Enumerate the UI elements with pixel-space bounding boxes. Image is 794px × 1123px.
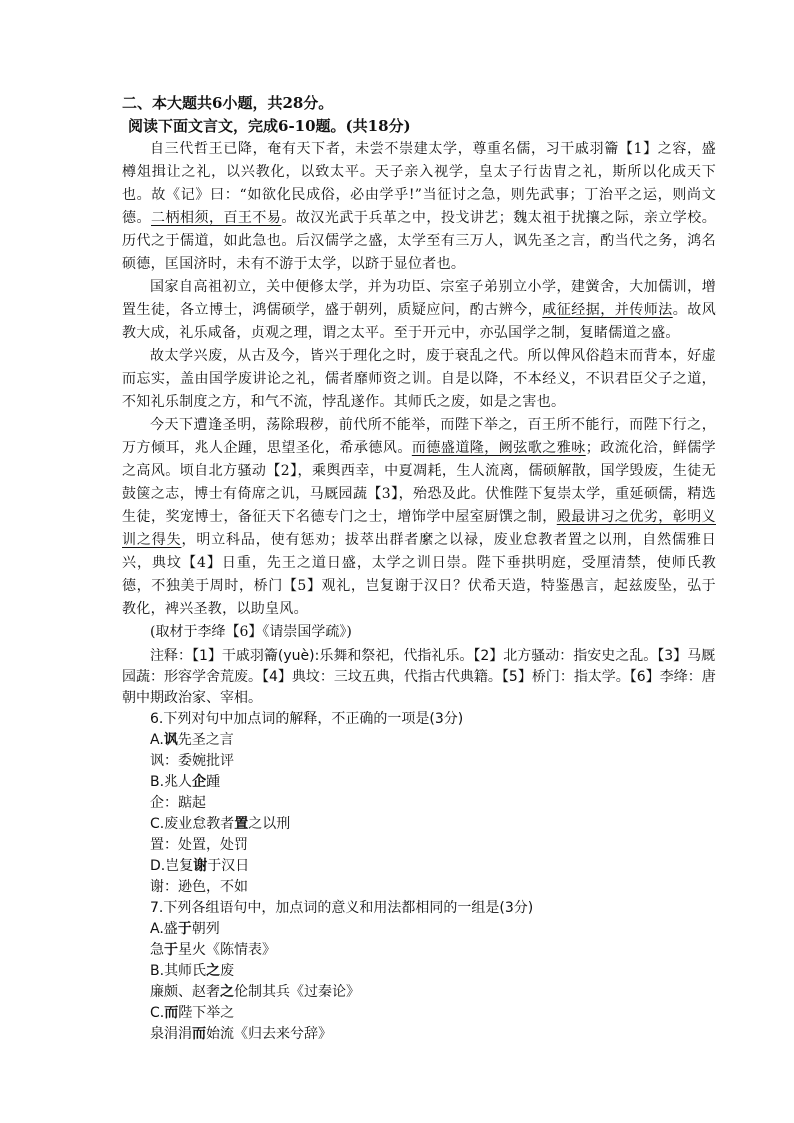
option-text: 其师氏 (164, 963, 207, 979)
option-text: 始流《归去来兮辞》 (206, 1026, 332, 1042)
option-text: 泉涓涓 (150, 1026, 192, 1042)
option-label: A. (150, 732, 164, 748)
option-label: C. (150, 816, 165, 832)
option-text: 朝列 (191, 921, 220, 937)
option-label: C. (150, 1005, 165, 1021)
option-text: 陛下举之 (178, 1005, 235, 1021)
question-6-option-c (122, 814, 716, 835)
passage-text: 今天下遭逢圣明，荡除瑕秽，前代所不能举，而陛下举之，百王所不能行，而陛下行之，万方倾耳，兆人企踵，思望圣化，希承德风。 (122, 417, 716, 456)
question-6-option-a (122, 730, 716, 751)
question-6-option-d (122, 856, 716, 877)
passage-text: 故太学兴废，从古及今，皆兴于理化之时，废于衰乱之代。所以俾风俗趋末而背本，好虚而忘实，盖由国学废讲论之礼，儒者靡师资之训。自是以降，不本经义，不识君臣父子之道，不知礼乐制度之方，和气不流，悖乱遂作。其师氏之废，如是之害也。 (122, 348, 716, 410)
passage-text: 。故汉光武于兵革之中，投戈讲艺；魏太祖于扰攘之际，亲立学校。历代之于儒道，如此急也。后汉儒学之盛，太学至有三万人，讽先圣之言，酌当代之务，鸿名硕德，匡国济时，未有不游于太学，以跻于显位者也。 (122, 210, 716, 272)
underlined-sentence: 殿最讲习之优劣，彰明义训之得失 (122, 509, 716, 548)
section-title: 二、本大题共6小题，共28分。 (122, 94, 334, 112)
dotted-word: 讽 (163, 732, 178, 748)
question-7-option-b-line-1 (122, 961, 716, 982)
option-label: D. (150, 858, 166, 874)
option-label: A. (150, 921, 164, 937)
option-text: 急 (150, 942, 164, 958)
option-label: B. (150, 963, 165, 979)
option-text: 伦制其兵《过秦论》 (234, 984, 360, 1000)
option-text: 廉颇、赵奢 (150, 984, 220, 1000)
option-text: 先圣之言 (177, 732, 234, 748)
reading-instruction: 阅读下面文言文，完成6-10题。(共18分) (128, 117, 411, 135)
dotted-word: 谢 (193, 858, 208, 874)
question-7-option-a-line-2 (122, 940, 716, 961)
option-text: 盛 (163, 921, 178, 937)
passage-text: 国家自高祖初立，关中便修太学，并为功臣、宗室子弟别立小学，建黉舍，大加儒训，增置生徒，各立博士，鸿儒硕学，盛于朝列，质疑应问，酌古辨今， (122, 279, 716, 318)
option-text: 星火《陈情表》 (178, 942, 276, 958)
passage-text: 自三代哲王已降，奄有天下者，未尝不崇建太学，尊重名儒，习干戚羽籥【1】之容，盛樽俎揖让之礼，以兴教化，以致太平。天子亲入视学，皇太子行齿胄之礼，斯所以化成天下也。故《记》曰：“如欲化民成俗，必由学乎!”当征讨之急，则先武事；丁治平之运，则尚文德。 (122, 141, 716, 226)
dotted-word: 企 (192, 774, 207, 790)
question-6-stem: 6.下列对句中加点词的解释，不正确的一项是(3分) (150, 711, 464, 727)
option-label: B. (150, 774, 165, 790)
annotations: 注释：【1】干戚羽籥(yuè):乐舞和祭祀，代指礼乐。【2】北方骚动：指安史之乱。【3】马厩园蔬：形容学舍荒废。【4】典坟：三坟五典，代指古代典籍。【5】桥门：指太学。【6】李绛：唐朝中期政治家、宰相。 (122, 648, 716, 706)
dotted-word: 于 (164, 942, 178, 958)
dotted-word: 而 (192, 1026, 206, 1042)
question-6-option-b (122, 772, 716, 793)
passage-paragraph-1 (122, 138, 716, 276)
passage-paragraph-3 (122, 345, 716, 414)
question-7-stem: 7.下列各组语句中，加点词的意义和用法都相同的一组是(3分) (150, 900, 534, 916)
passage-paragraph-4 (122, 414, 716, 621)
passage-text: 。故风教大成，礼乐咸备，贞观之理，谓之太平。至于开元中，亦弘国学之制，复睹儒道之盛。 (122, 302, 717, 341)
option-text: 废 (220, 963, 235, 979)
source-line: (取材于李绛【6】《请崇国学疏》) (150, 624, 352, 640)
passage-text: ，明立科品，使有惩劝；拔萃出群者縻之以禄，废业怠教者置之以刑，自然儒雅日兴，典坟【4】日重，先王之道日盛，太学之训日崇。陛下垂拱明庭，受厘清禁，使师氏教德，不独美于周时，桥门【5】观礼，岂复谢于汉日？伏希天造，特鉴愚言，起兹废坠，弘于教化，裨兴圣教，以助皇风。 (122, 532, 716, 617)
dotted-word: 于 (177, 921, 192, 937)
page-content (122, 92, 716, 1045)
dotted-word: 之 (220, 984, 234, 1000)
option-text: 于汉日 (207, 858, 250, 874)
underlined-sentence: 而德盛道隆，阙弦歌之雅咏 (411, 440, 586, 456)
option-text: 踵 (206, 774, 221, 790)
dotted-word: 置 (234, 816, 249, 832)
dotted-word: 而 (164, 1005, 179, 1021)
option-text: 废业怠教者 (164, 816, 235, 832)
question-6-gloss-d: 谢：逊色，不如 (150, 879, 248, 895)
underlined-sentence: 咸征经据，并传师法 (542, 302, 673, 318)
question-7-option-c-line-1 (122, 1003, 716, 1024)
question-6-gloss-a: 讽：委婉批评 (150, 753, 234, 769)
question-7-option-c-line-2 (122, 1024, 716, 1045)
question-7-option-b-line-2 (122, 982, 716, 1003)
question-7-option-a-line-1 (122, 919, 716, 940)
dotted-word: 之 (206, 963, 221, 979)
passage-text: ；政流化洽，鲜儒学之高风。顷自北方骚动【2】，乘舆西幸，中夏凋耗，生人流离，儒硕解散，国学毁废，生徒无鼓箧之志，博士有倚席之讥，马厩园蔬【3】，殆恐及此。伏惟陛下复崇太学，重延硕儒，精选生徒，奖宠博士，备征天下名德专门之士，增饰学中屋室厨馔之制， (122, 440, 716, 525)
question-6-gloss-b: 企：踮起 (150, 795, 206, 811)
question-6-gloss-c: 置：处置，处罚 (150, 837, 248, 853)
underlined-sentence: 二柄相须，百王不易 (150, 210, 282, 226)
passage-paragraph-2 (122, 276, 716, 345)
option-text: 岂复 (165, 858, 194, 874)
option-text: 之以刑 (248, 816, 291, 832)
option-text: 兆人 (164, 774, 193, 790)
